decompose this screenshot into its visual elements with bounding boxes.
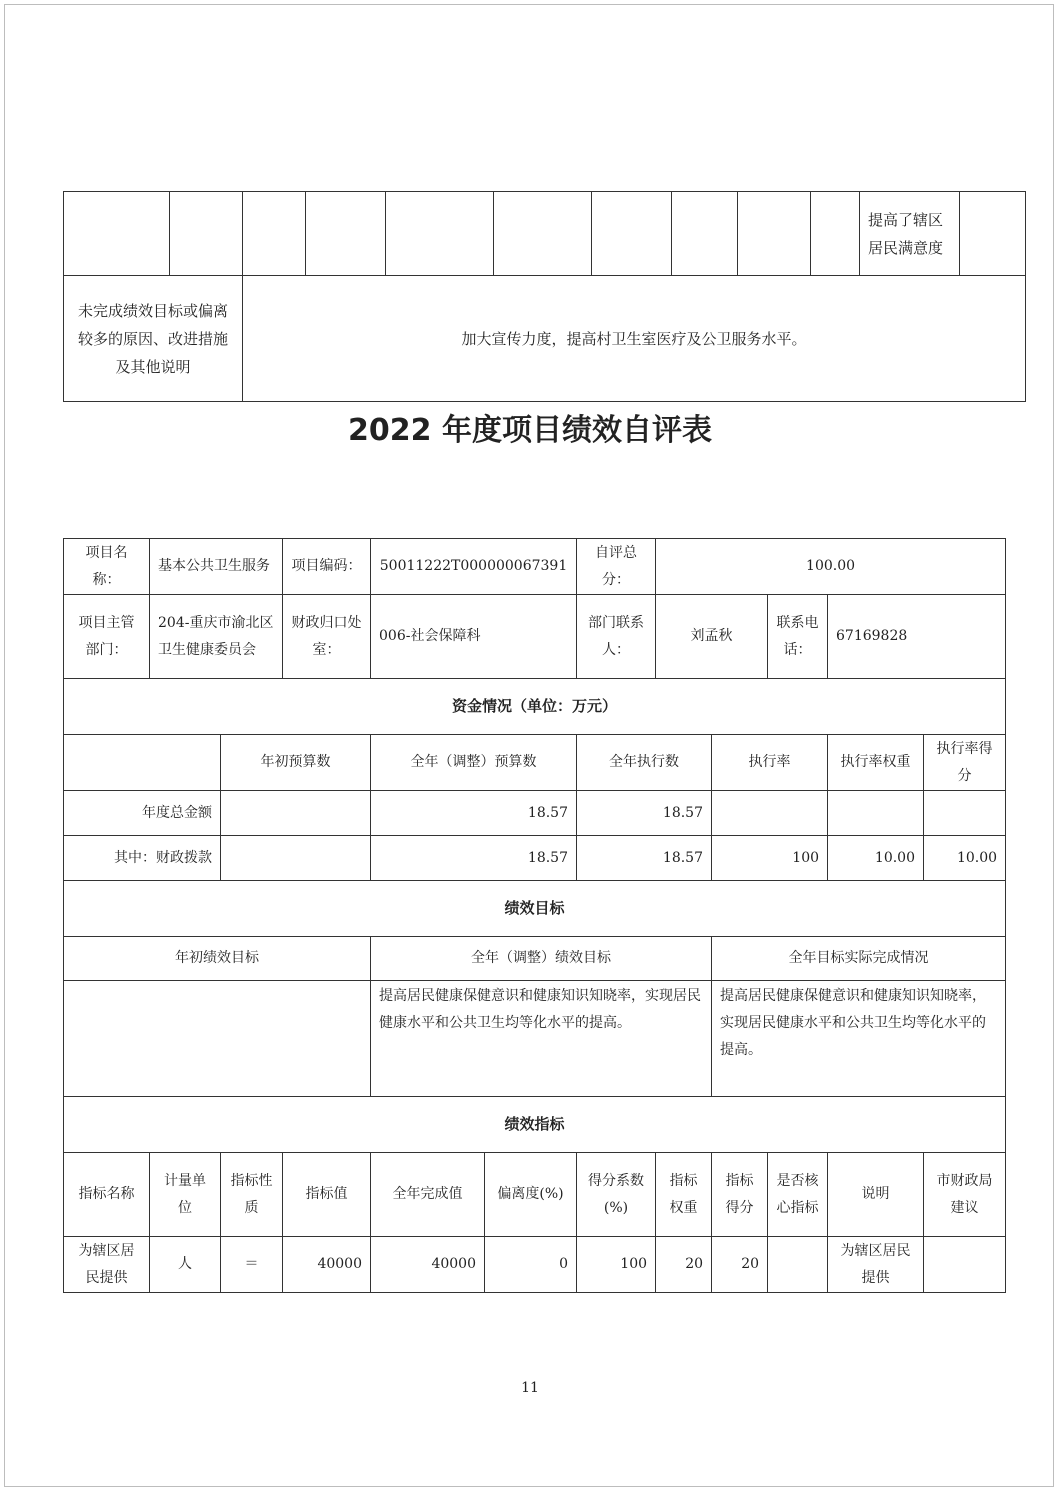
funds-cell (221, 791, 371, 836)
indicator-cell: 40000 (283, 1237, 371, 1293)
funds-row (64, 836, 1006, 881)
goals-initial (64, 981, 371, 1097)
indicator-row (64, 1237, 1006, 1293)
self-score-label: 自评总分： (577, 539, 656, 595)
prev-cell (306, 192, 386, 276)
indicator-header: 指标名称 (64, 1153, 150, 1237)
prev-cell (64, 192, 170, 276)
goals-header: 全年（调整）绩效目标 (371, 937, 712, 981)
project-code-label: 项目编码： (283, 539, 371, 595)
prev-cell (672, 192, 738, 276)
funds-cell: 年度总金额 (64, 791, 221, 836)
phone-label: 联系电话： (768, 595, 828, 679)
reason-label: 未完成绩效目标或偏离较多的原因、改进措施及其他说明 (64, 276, 243, 402)
funds-cell: 10.00 (924, 836, 1006, 881)
funds-header: 全年执行数 (577, 735, 712, 791)
indicator-header: 得分系数(%) (577, 1153, 656, 1237)
indicator-cell: 100 (577, 1237, 656, 1293)
contact-label: 部门联系人： (577, 595, 656, 679)
funds-header: 全年（调整）预算数 (371, 735, 577, 791)
prev-cell (243, 192, 306, 276)
indicator-header: 是否核心指标 (768, 1153, 828, 1237)
prev-cell (170, 192, 243, 276)
funds-cell: 其中：财政拨款 (64, 836, 221, 881)
indicator-header: 全年完成值 (371, 1153, 485, 1237)
contact: 刘孟秋 (656, 595, 768, 679)
prev-cell (592, 192, 672, 276)
goals-header-row (64, 937, 1006, 981)
indicators-section-title: 绩效指标 (64, 1097, 1006, 1153)
funds-cell: 18.57 (577, 791, 712, 836)
goals-adjusted: 提高居民健康保健意识和健康知识知晓率，实现居民健康水平和公共卫生均等化水平的提高。 (371, 981, 712, 1097)
indicator-cell: 20 (656, 1237, 712, 1293)
indicators-header-row (64, 1153, 1006, 1237)
funds-cell: 10.00 (828, 836, 924, 881)
funds-cell: 18.57 (577, 836, 712, 881)
indicator-header: 市财政局建议 (924, 1153, 1006, 1237)
indicator-cell: 0 (485, 1237, 577, 1293)
dept: 204-重庆市渝北区卫生健康委员会 (150, 595, 283, 679)
funds-cell (924, 791, 1006, 836)
prev-cell (386, 192, 494, 276)
finance-office-label: 财政归口处室： (283, 595, 371, 679)
previous-table-row (64, 192, 1026, 276)
funds-cell (221, 836, 371, 881)
evaluation-table (63, 538, 1006, 1293)
indicator-header: 指标得分 (712, 1153, 768, 1237)
indicator-cell (768, 1237, 828, 1293)
page-number: 11 (521, 1380, 539, 1396)
previous-table (63, 191, 1026, 402)
document-title: 2022 年度项目绩效自评表 (348, 413, 712, 448)
funds-cell (712, 791, 828, 836)
funds-cell (828, 791, 924, 836)
funds-header-row (64, 735, 1006, 791)
funds-cell: 18.57 (371, 791, 577, 836)
goals-section-title: 绩效目标 (64, 881, 1006, 937)
project-name-label: 项目名称： (64, 539, 150, 595)
project-name: 基本公共卫生服务 (150, 539, 283, 595)
funds-row (64, 791, 1006, 836)
dept-label: 项目主管部门： (64, 595, 150, 679)
prev-cell (960, 192, 1026, 276)
funds-header: 执行率权重 (828, 735, 924, 791)
indicator-cell (924, 1237, 1006, 1293)
indicator-header: 指标值 (283, 1153, 371, 1237)
reason-text: 加大宣传力度，提高村卫生室医疗及公卫服务水平。 (243, 276, 1026, 402)
funds-header (64, 735, 221, 791)
indicator-cell: ＝ (221, 1237, 283, 1293)
funds-section-title: 资金情况（单位：万元） (64, 679, 1006, 735)
goals-header: 年初绩效目标 (64, 937, 371, 981)
funds-header: 年初预算数 (221, 735, 371, 791)
indicator-cell: 为辖区居民提供 (828, 1237, 924, 1293)
indicator-cell: 人 (150, 1237, 221, 1293)
self-score: 100.00 (656, 539, 1006, 595)
indicator-header: 指标性质 (221, 1153, 283, 1237)
finance-office: 006-社会保障科 (371, 595, 577, 679)
indicator-header: 计量单位 (150, 1153, 221, 1237)
project-code: 50011222T000000067391 (371, 539, 577, 595)
goals-header: 全年目标实际完成情况 (712, 937, 1006, 981)
indicator-cell: 为辖区居民提供 (64, 1237, 150, 1293)
funds-header: 执行率 (712, 735, 828, 791)
indicator-header: 指标权重 (656, 1153, 712, 1237)
indicator-cell: 40000 (371, 1237, 485, 1293)
indicator-header: 说明 (828, 1153, 924, 1237)
prev-cell (811, 192, 860, 276)
funds-cell: 100 (712, 836, 828, 881)
funds-header: 执行率得分 (924, 735, 1006, 791)
prev-cell (738, 192, 811, 276)
indicator-cell: 20 (712, 1237, 768, 1293)
goals-actual: 提高居民健康保健意识和健康知识知晓率，实现居民健康水平和公共卫生均等化水平的提高。 (712, 981, 1006, 1097)
phone: 67169828 (828, 595, 1006, 679)
funds-cell: 18.57 (371, 836, 577, 881)
prev-cell (494, 192, 592, 276)
indicator-header: 偏离度(%) (485, 1153, 577, 1237)
prev-cell-satisfaction: 提高了辖区居民满意度 (860, 192, 960, 276)
